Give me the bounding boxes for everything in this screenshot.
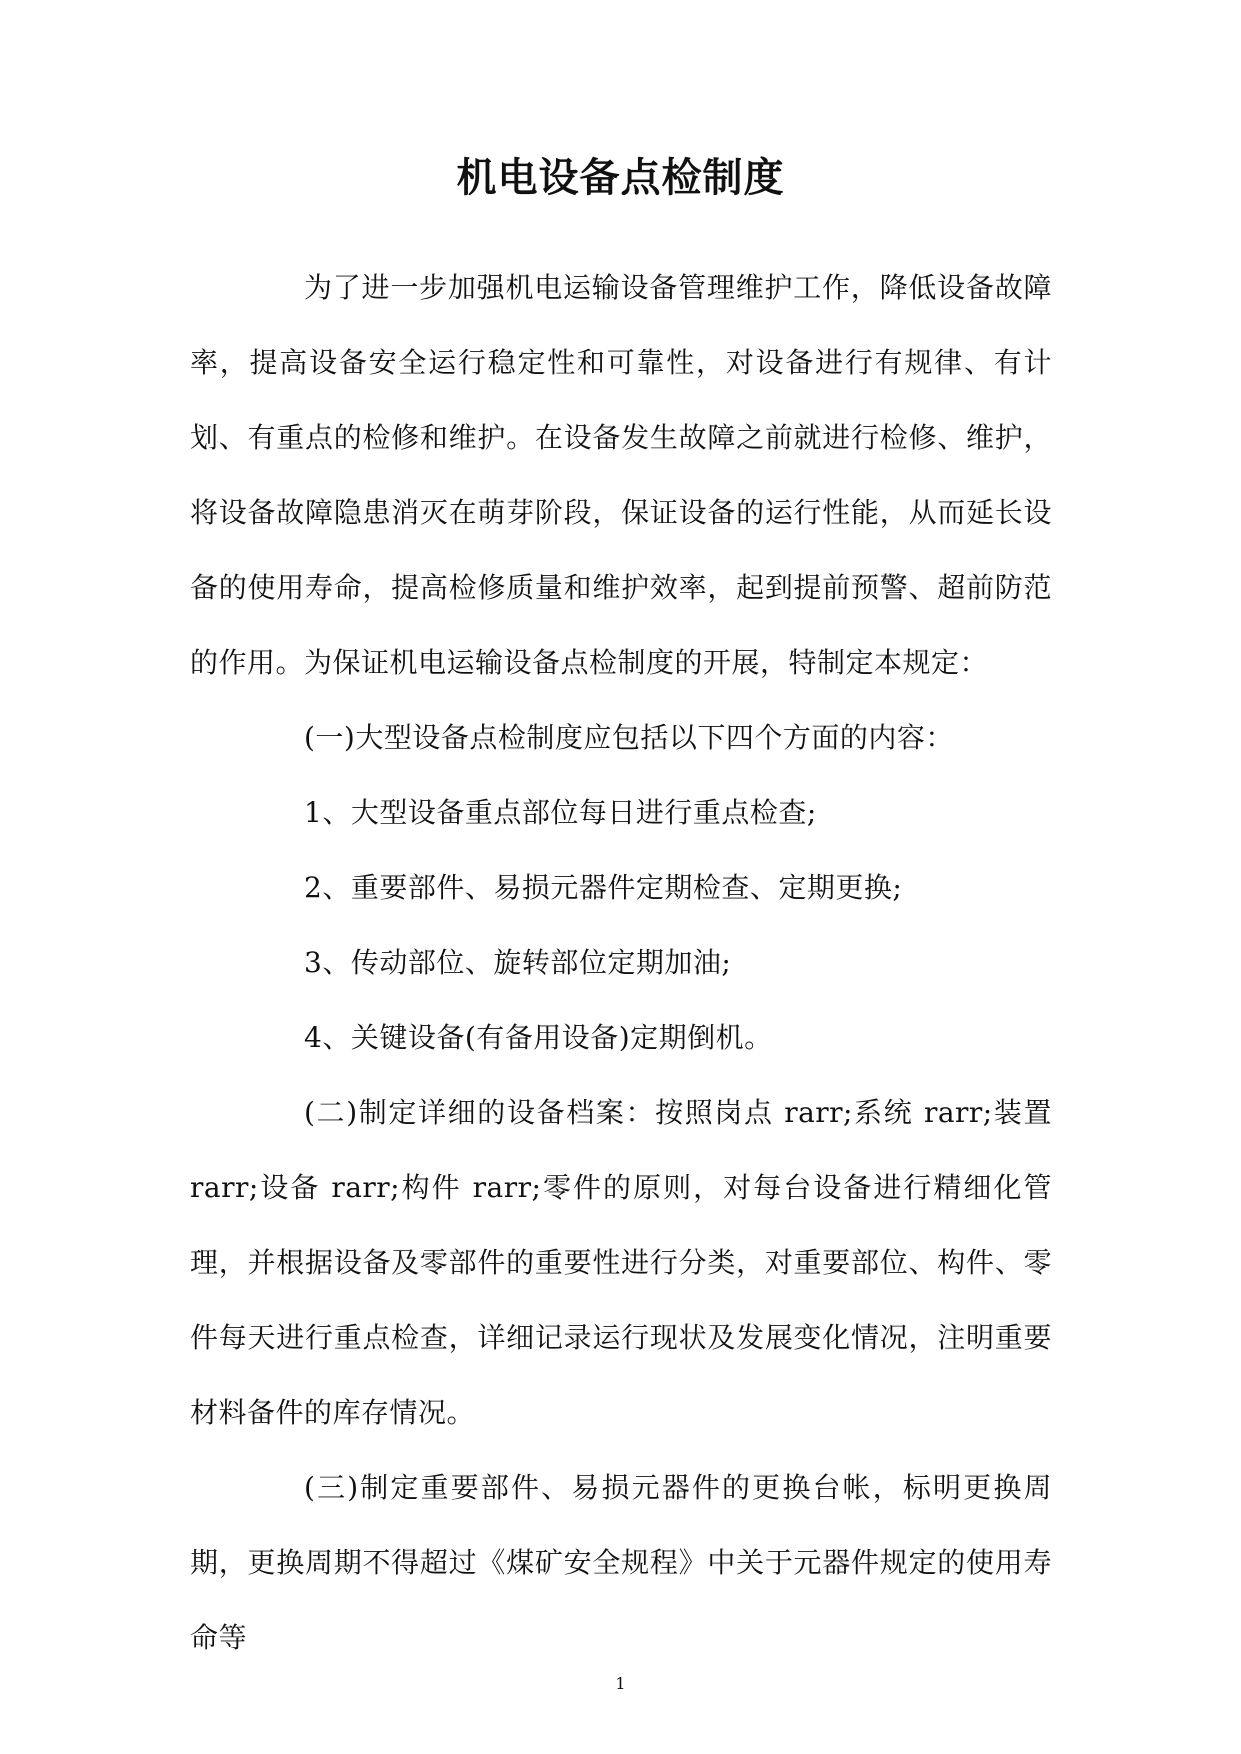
list-item-4: 4、关键设备(有备用设备)定期倒机。 — [304, 1021, 773, 1054]
paragraph-section-2: (二)制定详细的设备档案：按照岗点 rarr;系统 rarr;装置 rarr;设备 rarr;构件 rarr;零件的原则，对每台设备进行精细化管理，并根据设备及零部件的重要性进行分类，对重要部位、构件、零件每天进行重点检查，详细记录运行现状及发展变化情况，注明重要材料备件的库存情况。 — [190, 1096, 1052, 1429]
paragraph-section-1-heading: (一)大型设备点检制度应包括以下四个方面的内容： — [304, 721, 954, 754]
document-body — [190, 250, 1052, 1675]
list-item-1: 1、大型设备重点部位每日进行重点检查; — [304, 796, 817, 829]
page-number: 1 — [615, 1674, 626, 1693]
paragraph-section-3: (三)制定重要部件、易损元器件的更换台帐，标明更换周期，更换周期不得超过《煤矿安全规程》中关于元器件规定的使用寿命等 — [190, 1471, 1052, 1654]
list-item-3: 3、传动部位、旋转部位定期加油; — [304, 946, 732, 979]
document-title: 机电设备点检制度 — [456, 154, 785, 201]
list-item-2: 2、重要部件、易损元器件定期检查、定期更换; — [304, 871, 903, 904]
paragraph-intro: 为了进一步加强机电运输设备管理维护工作，降低设备故障率，提高设备安全运行稳定性和可靠性，对设备进行有规律、有计划、有重点的检修和维护。在设备发生故障之前就进行检修、维护，将设备故障隐患消灭在萌芽阶段，保证设备的运行性能，从而延长设备的使用寿命，提高检修质量和维护效率，起到提前预警、超前防范的作用。为保证机电运输设备点检制度的开展，特制定本规定： — [190, 271, 1052, 679]
